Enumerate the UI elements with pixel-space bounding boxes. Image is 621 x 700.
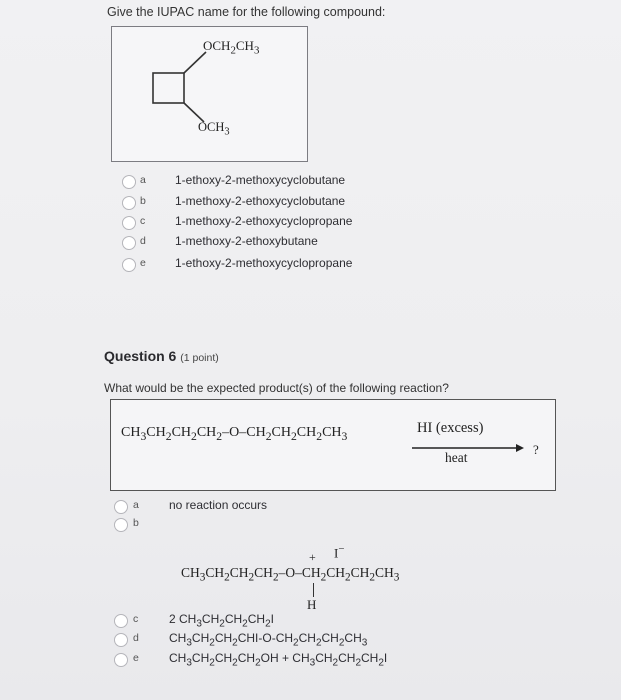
q5-option-letter: c (140, 215, 146, 227)
question-prompt: Give the IUPAC name for the following compound: (107, 5, 386, 19)
oh-bond (313, 583, 314, 597)
q5-radio-e[interactable] (122, 258, 136, 272)
q5-option-text: 1-methoxy-2-ethoxybutane (175, 234, 318, 248)
iodide-ion: I− (334, 543, 345, 561)
q6-option-letter: e (133, 652, 139, 664)
q6-radio-c[interactable] (114, 614, 128, 628)
q6-option-letter: c (133, 613, 139, 625)
oxonium-oxygen: O (285, 565, 296, 580)
reactant-formula: $CH_3CH_2CH_2CH_2-O-CH_2CH_2CH_2CH_3$ (121, 425, 348, 443)
q6-radio-d[interactable] (114, 633, 128, 647)
question-6-title: Question 6 (1 point) (104, 348, 219, 364)
methoxy-label: $OCH_3$ (198, 120, 230, 138)
q6-option-text: $CH_3CH_2CH_2CH_2OH + CH_3CH_2CH_2CH_2I$ (169, 651, 388, 669)
q5-option-letter: b (140, 195, 146, 207)
points-label: (1 point) (180, 352, 219, 364)
oxonium-hydrogen: H (307, 597, 317, 612)
q5-option-text: 1-ethoxy-2-methoxycyclobutane (175, 173, 346, 187)
q5-option-text: 1-ethoxy-2-methoxycyclopropane (175, 256, 353, 270)
q5-option-letter: d (140, 235, 146, 247)
q5-radio-a[interactable] (122, 175, 136, 189)
oxonium-structure (181, 565, 399, 584)
q5-option-text: 1-methoxy-2-ethoxycyclopropane (175, 214, 353, 228)
q6-option-text: $CH_3CH_2CH_2CHI-O-CH_2CH_2CH_2CH_3$ (169, 631, 368, 649)
q6-option-letter: b (133, 517, 139, 529)
product-unknown: ? (533, 442, 539, 457)
cyclobutane-ring (153, 73, 184, 103)
positive-charge: + (309, 550, 316, 564)
q5-option-letter: a (140, 174, 146, 186)
q6-option-text: 2 $CH_3CH_2CH_2CH_2I$ (169, 612, 274, 630)
q5-radio-c[interactable] (122, 216, 136, 230)
q6-option-text: no reaction occurs (169, 498, 268, 512)
reagent-label: HI (excess) (417, 420, 484, 436)
q5-option-letter: e (140, 257, 146, 269)
q5-radio-d[interactable] (122, 236, 136, 250)
oxonium-left: $CH_3CH_2CH_2CH_2-$ (181, 565, 286, 584)
ethoxy-label: $OCH_2CH_3$ (203, 38, 260, 57)
reaction-arrow (412, 442, 524, 454)
q6-radio-b[interactable] (114, 518, 128, 532)
q6-option-letter: d (133, 632, 139, 644)
condition-label: heat (445, 450, 468, 465)
q5-option-text: 1-methoxy-2-ethoxycyclobutane (175, 194, 346, 208)
oxonium-right: $-CH_2CH_2CH_2CH_3$ (295, 565, 400, 584)
q6-option-letter: a (133, 499, 139, 511)
q6-radio-a[interactable] (114, 500, 128, 514)
q5-radio-b[interactable] (122, 196, 136, 210)
question-6-prompt: What would be the expected product(s) of the following reaction? (104, 381, 449, 395)
q6-radio-e[interactable] (114, 653, 128, 667)
